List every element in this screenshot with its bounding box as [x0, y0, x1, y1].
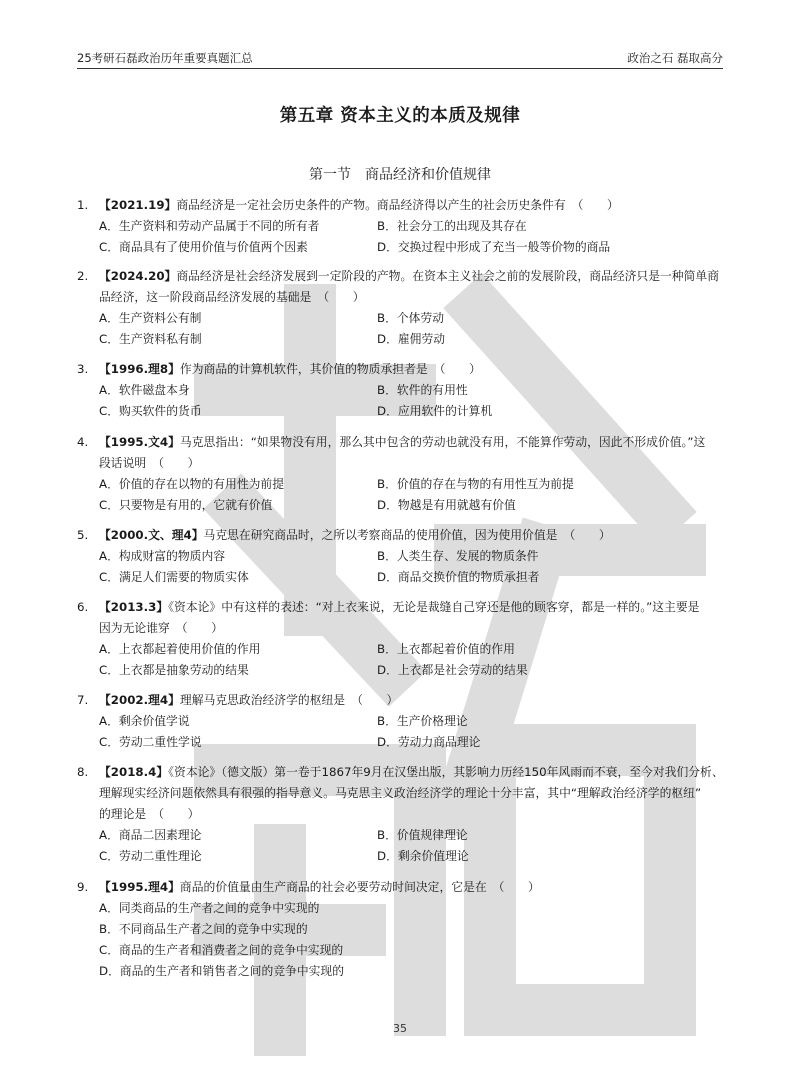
option-d: D．劳动力商品理论	[377, 735, 481, 749]
option-c: C．只要物是有用的，它就有价值	[99, 498, 273, 512]
option-b: B．个体劳动	[377, 311, 445, 325]
question-stem-line	[77, 877, 725, 898]
option-a: A．生产资料和劳动产品属于不同的所有者	[99, 219, 320, 233]
question-stem	[99, 195, 619, 216]
question-source-tag: 【1995.理4】	[99, 880, 180, 894]
question-source-tag: 【2000.文、理4】	[99, 528, 204, 542]
answer-blank: （ ）	[492, 880, 540, 894]
question-text: 商品经济是社会经济发展到一定阶段的产物。在资本主义社会之前的发展阶段，商品经济只是一种简单商	[176, 269, 719, 283]
option-c: C．商品具有了使用价值与价值两个因素	[99, 240, 308, 254]
question-stem-line	[77, 690, 725, 711]
question-stem	[99, 525, 611, 546]
option-row	[77, 546, 725, 567]
answer-blank: （ ）	[152, 807, 200, 821]
option-c: C．购买软件的货币	[99, 404, 202, 418]
option-c: C．劳动二重性学说	[99, 735, 202, 749]
question-text: 马克思指出：“如果物没有用，那么其中包含的劳动也就没有用，不能算作劳动，因此不形成价值。”这	[179, 435, 706, 449]
question-2	[77, 266, 725, 350]
question-1	[77, 195, 725, 258]
answer-blank: （ ）	[433, 362, 481, 376]
option-d: D．剩余价值理论	[377, 849, 469, 863]
question-stem	[99, 762, 724, 783]
question-stem-line	[77, 525, 725, 546]
question-source-tag: 【2013.3】	[99, 600, 169, 614]
question-stem-line	[77, 762, 725, 783]
option-a: A．剩余价值学说	[99, 714, 190, 728]
option-row	[77, 495, 725, 516]
question-stem-line	[77, 618, 725, 639]
question-stem	[99, 804, 199, 825]
option-row	[77, 401, 725, 422]
option-row	[77, 474, 725, 495]
question-text: 段话说明	[99, 456, 147, 470]
option-c: C．商品的生产者和消费者之间的竞争中实现的	[99, 943, 344, 957]
header-left-text: 25考研石磊政治历年重要真题汇总	[77, 51, 253, 65]
option-row	[77, 237, 725, 258]
option-row	[77, 660, 725, 681]
option-row	[77, 711, 725, 732]
option-row	[77, 825, 725, 846]
option-row	[77, 961, 725, 982]
question-source-tag: 【2018.4】	[99, 765, 169, 779]
question-number: 3.	[77, 362, 89, 376]
question-3	[77, 359, 725, 422]
question-number: 6.	[77, 600, 89, 614]
option-b: B．价值的存在与物的有用性互为前提	[377, 477, 574, 491]
question-4	[77, 432, 725, 516]
question-text: 商品的价值量由生产商品的社会必要劳动时间决定，它是在	[179, 880, 487, 894]
question-stem	[99, 266, 719, 287]
option-d: D．物越是有用就越有价值	[377, 498, 516, 512]
question-stem-line	[77, 453, 725, 474]
question-text: 因为无论谁穿	[99, 621, 170, 635]
answer-blank: （ ）	[563, 528, 611, 542]
question-stem	[99, 287, 365, 308]
question-number: 9.	[77, 880, 89, 894]
option-b: B．软件的有用性	[377, 383, 468, 397]
question-stem-line	[77, 266, 725, 287]
question-stem	[99, 432, 705, 453]
question-stem-line	[77, 804, 725, 825]
option-b: B．上衣都起着价值的作用	[377, 642, 515, 656]
question-stem-line	[77, 597, 725, 618]
question-number: 5.	[77, 528, 89, 542]
option-row	[77, 846, 725, 867]
question-stem	[99, 783, 701, 804]
question-text: 作为商品的计算机软件，其价值的物质承担者是	[179, 362, 428, 376]
option-b: B．价值规律理论	[377, 828, 468, 842]
option-row	[77, 919, 725, 940]
question-5	[77, 525, 725, 588]
option-c: C．劳动二重性理论	[99, 849, 202, 863]
question-number: 8.	[77, 765, 89, 779]
option-d: D．商品的生产者和销售者之间的竞争中实现的	[99, 964, 345, 978]
question-text: 品经济，这一阶段商品经济发展的基础是	[99, 290, 312, 304]
question-stem-line	[77, 432, 725, 453]
question-stem	[99, 877, 540, 898]
option-c: C．生产资料私有制	[99, 332, 202, 346]
answer-blank: （ ）	[351, 693, 399, 707]
option-row	[77, 308, 725, 329]
question-7	[77, 690, 725, 753]
question-stem-line	[77, 783, 725, 804]
question-number: 2.	[77, 269, 89, 283]
option-row	[77, 732, 725, 753]
option-d: D．商品交换价值的物质承担者	[377, 570, 540, 584]
question-text: 《资本论》中有这样的表述：“对上衣来说，无论是裁缝自己穿还是他的顾客穿，都是一样的。”这主要是	[168, 600, 700, 614]
question-source-tag: 【2002.理4】	[99, 693, 180, 707]
answer-blank: （ ）	[152, 456, 200, 470]
question-8	[77, 762, 725, 867]
option-d: D．交换过程中形成了充当一般等价物的商品	[377, 240, 611, 254]
option-row	[77, 940, 725, 961]
question-text: 的理论是	[99, 807, 147, 821]
option-a: A．价值的存在以物的有用性为前提	[99, 477, 285, 491]
answer-blank: （ ）	[571, 198, 619, 212]
question-stem	[99, 618, 223, 639]
question-text: 理解马克思政治经济学的枢纽是	[179, 693, 346, 707]
option-b: B．人类生存、发展的物质条件	[377, 549, 539, 563]
option-row	[77, 567, 725, 588]
question-stem-line	[77, 359, 725, 380]
option-c: C．上衣都是抽象劳动的结果	[99, 663, 249, 677]
option-b: B．生产价格理论	[377, 714, 468, 728]
question-stem-line	[77, 195, 725, 216]
option-row	[77, 380, 725, 401]
answer-blank: （ ）	[317, 290, 365, 304]
question-number: 1.	[77, 198, 89, 212]
option-c: C．满足人们需要的物质实体	[99, 570, 249, 584]
option-a: A．软件磁盘本身	[99, 383, 190, 397]
section-title: 第一节 商品经济和价值规律	[309, 167, 491, 183]
option-d: D．上衣都是社会劳动的结果	[377, 663, 528, 677]
option-a: A．上衣都起着使用价值的作用	[99, 642, 261, 656]
option-b: B．社会分工的出现及其存在	[377, 219, 527, 233]
question-stem	[99, 453, 199, 474]
question-number: 7.	[77, 693, 89, 707]
question-stem	[99, 597, 699, 618]
question-number: 4.	[77, 435, 89, 449]
question-source-tag: 【2021.19】	[99, 198, 177, 212]
question-source-tag: 【1995.文4】	[99, 435, 180, 449]
option-row	[77, 329, 725, 350]
answer-blank: （ ）	[175, 621, 223, 635]
question-stem	[99, 359, 481, 380]
question-text: 商品经济是一定社会历史条件的产物。商品经济得以产生的社会历史条件有	[176, 198, 566, 212]
option-b: B．不同商品生产者之间的竞争中实现的	[99, 922, 308, 936]
question-source-tag: 【1996.理8】	[99, 362, 180, 376]
option-row	[77, 639, 725, 660]
option-d: D．雇佣劳动	[377, 332, 446, 346]
page-number: 35	[393, 1022, 407, 1035]
question-text: 《资本论》（德文版）第一卷于1867年9月在汉堡出版，其影响力历经150年风雨而不衰，至今对我们分析、	[168, 765, 724, 779]
chapter-title: 第五章 资本主义的本质及规律	[279, 106, 521, 126]
question-9	[77, 877, 725, 982]
page-header	[77, 48, 723, 69]
option-row	[77, 216, 725, 237]
option-row	[77, 898, 725, 919]
option-a: A．生产资料公有制	[99, 311, 202, 325]
option-a: A．商品二因素理论	[99, 828, 202, 842]
header-right-text: 政治之石 磊取高分	[627, 51, 723, 65]
option-d: D．应用软件的计算机	[377, 404, 493, 418]
question-stem-line	[77, 287, 725, 308]
question-text: 理解现实经济问题依然具有很强的指导意义。马克思主义政治经济学的理论十分丰富，其中“理解政治经济学的枢纽”	[99, 786, 702, 800]
option-a: A．同类商品的生产者之间的竞争中实现的	[99, 901, 320, 915]
question-source-tag: 【2024.20】	[99, 269, 177, 283]
question-6	[77, 597, 725, 681]
question-stem	[99, 690, 398, 711]
option-a: A．构成财富的物质内容	[99, 549, 226, 563]
question-text: 马克思在研究商品时，之所以考察商品的使用价值，因为使用价值是	[203, 528, 558, 542]
